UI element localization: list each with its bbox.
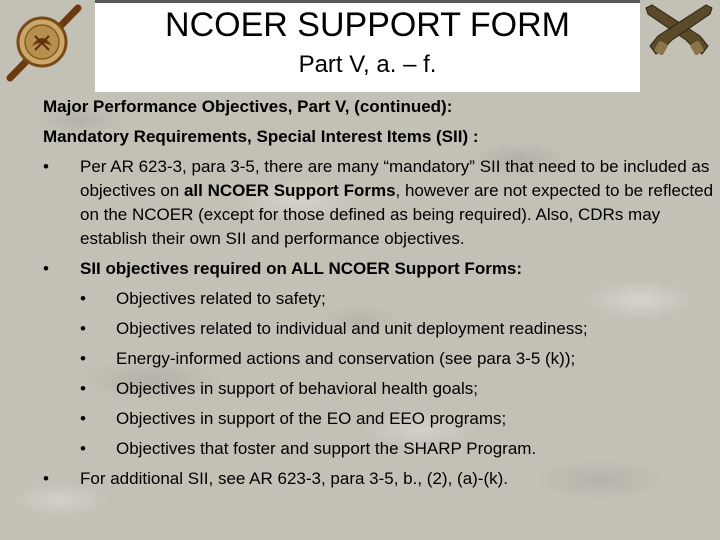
bullet-marker: • (43, 157, 49, 176)
title-accent-line (95, 0, 640, 3)
bullet-heading: SII objectives required on ALL NCOER Support Forms: (80, 259, 523, 278)
military-police-crest-icon (2, 2, 82, 82)
emphasis-text: all NCOER Support Forms (183, 181, 396, 200)
list-item: • Objectives in support of behavioral health goals; (80, 379, 478, 398)
list-item: • Objectives related to individual and unit deployment readiness; (80, 319, 588, 338)
section-heading: Major Performance Objectives, Part V, (continued): (43, 97, 453, 116)
bullet-marker: • (43, 469, 49, 488)
bullet-text: For additional SII, see AR 623-3, para 3-5, b., (2), (a)-(k). (80, 469, 509, 488)
bullet-required-sii (43, 257, 715, 461)
bullet-additional-sii (43, 467, 715, 491)
list-item: • Energy-informed actions and conservation (see para 3-5 (k)); (80, 349, 576, 368)
section-subheading: Mandatory Requirements, Special Interest Items (SII) : (43, 127, 479, 146)
list-item: • Objectives related to safety; (80, 289, 326, 308)
bullet-mandatory-sii (43, 155, 715, 251)
page-subtitle: Part V, a. – f. (298, 51, 437, 78)
list-item: • Objectives in support of the EO and EEO programs; (80, 409, 507, 428)
bullet-marker: • (43, 259, 49, 278)
sii-objective-list (80, 287, 715, 461)
slide-body (43, 95, 715, 497)
list-item: • Objectives that foster and support the SHARP Program. (80, 439, 537, 458)
page-title: NCOER SUPPORT FORM (165, 6, 570, 44)
bullet-text: Per AR 623-3, para 3-5, there are many “mandatory” SII that need to be included as objectives on all NCOER Support Forms, however are not expected to be reflected on the NCOER (except for those defined as being required). Also, CDRs may establish their own SII and performance objectives. (80, 157, 714, 248)
crossed-pistols-icon (638, 2, 720, 62)
